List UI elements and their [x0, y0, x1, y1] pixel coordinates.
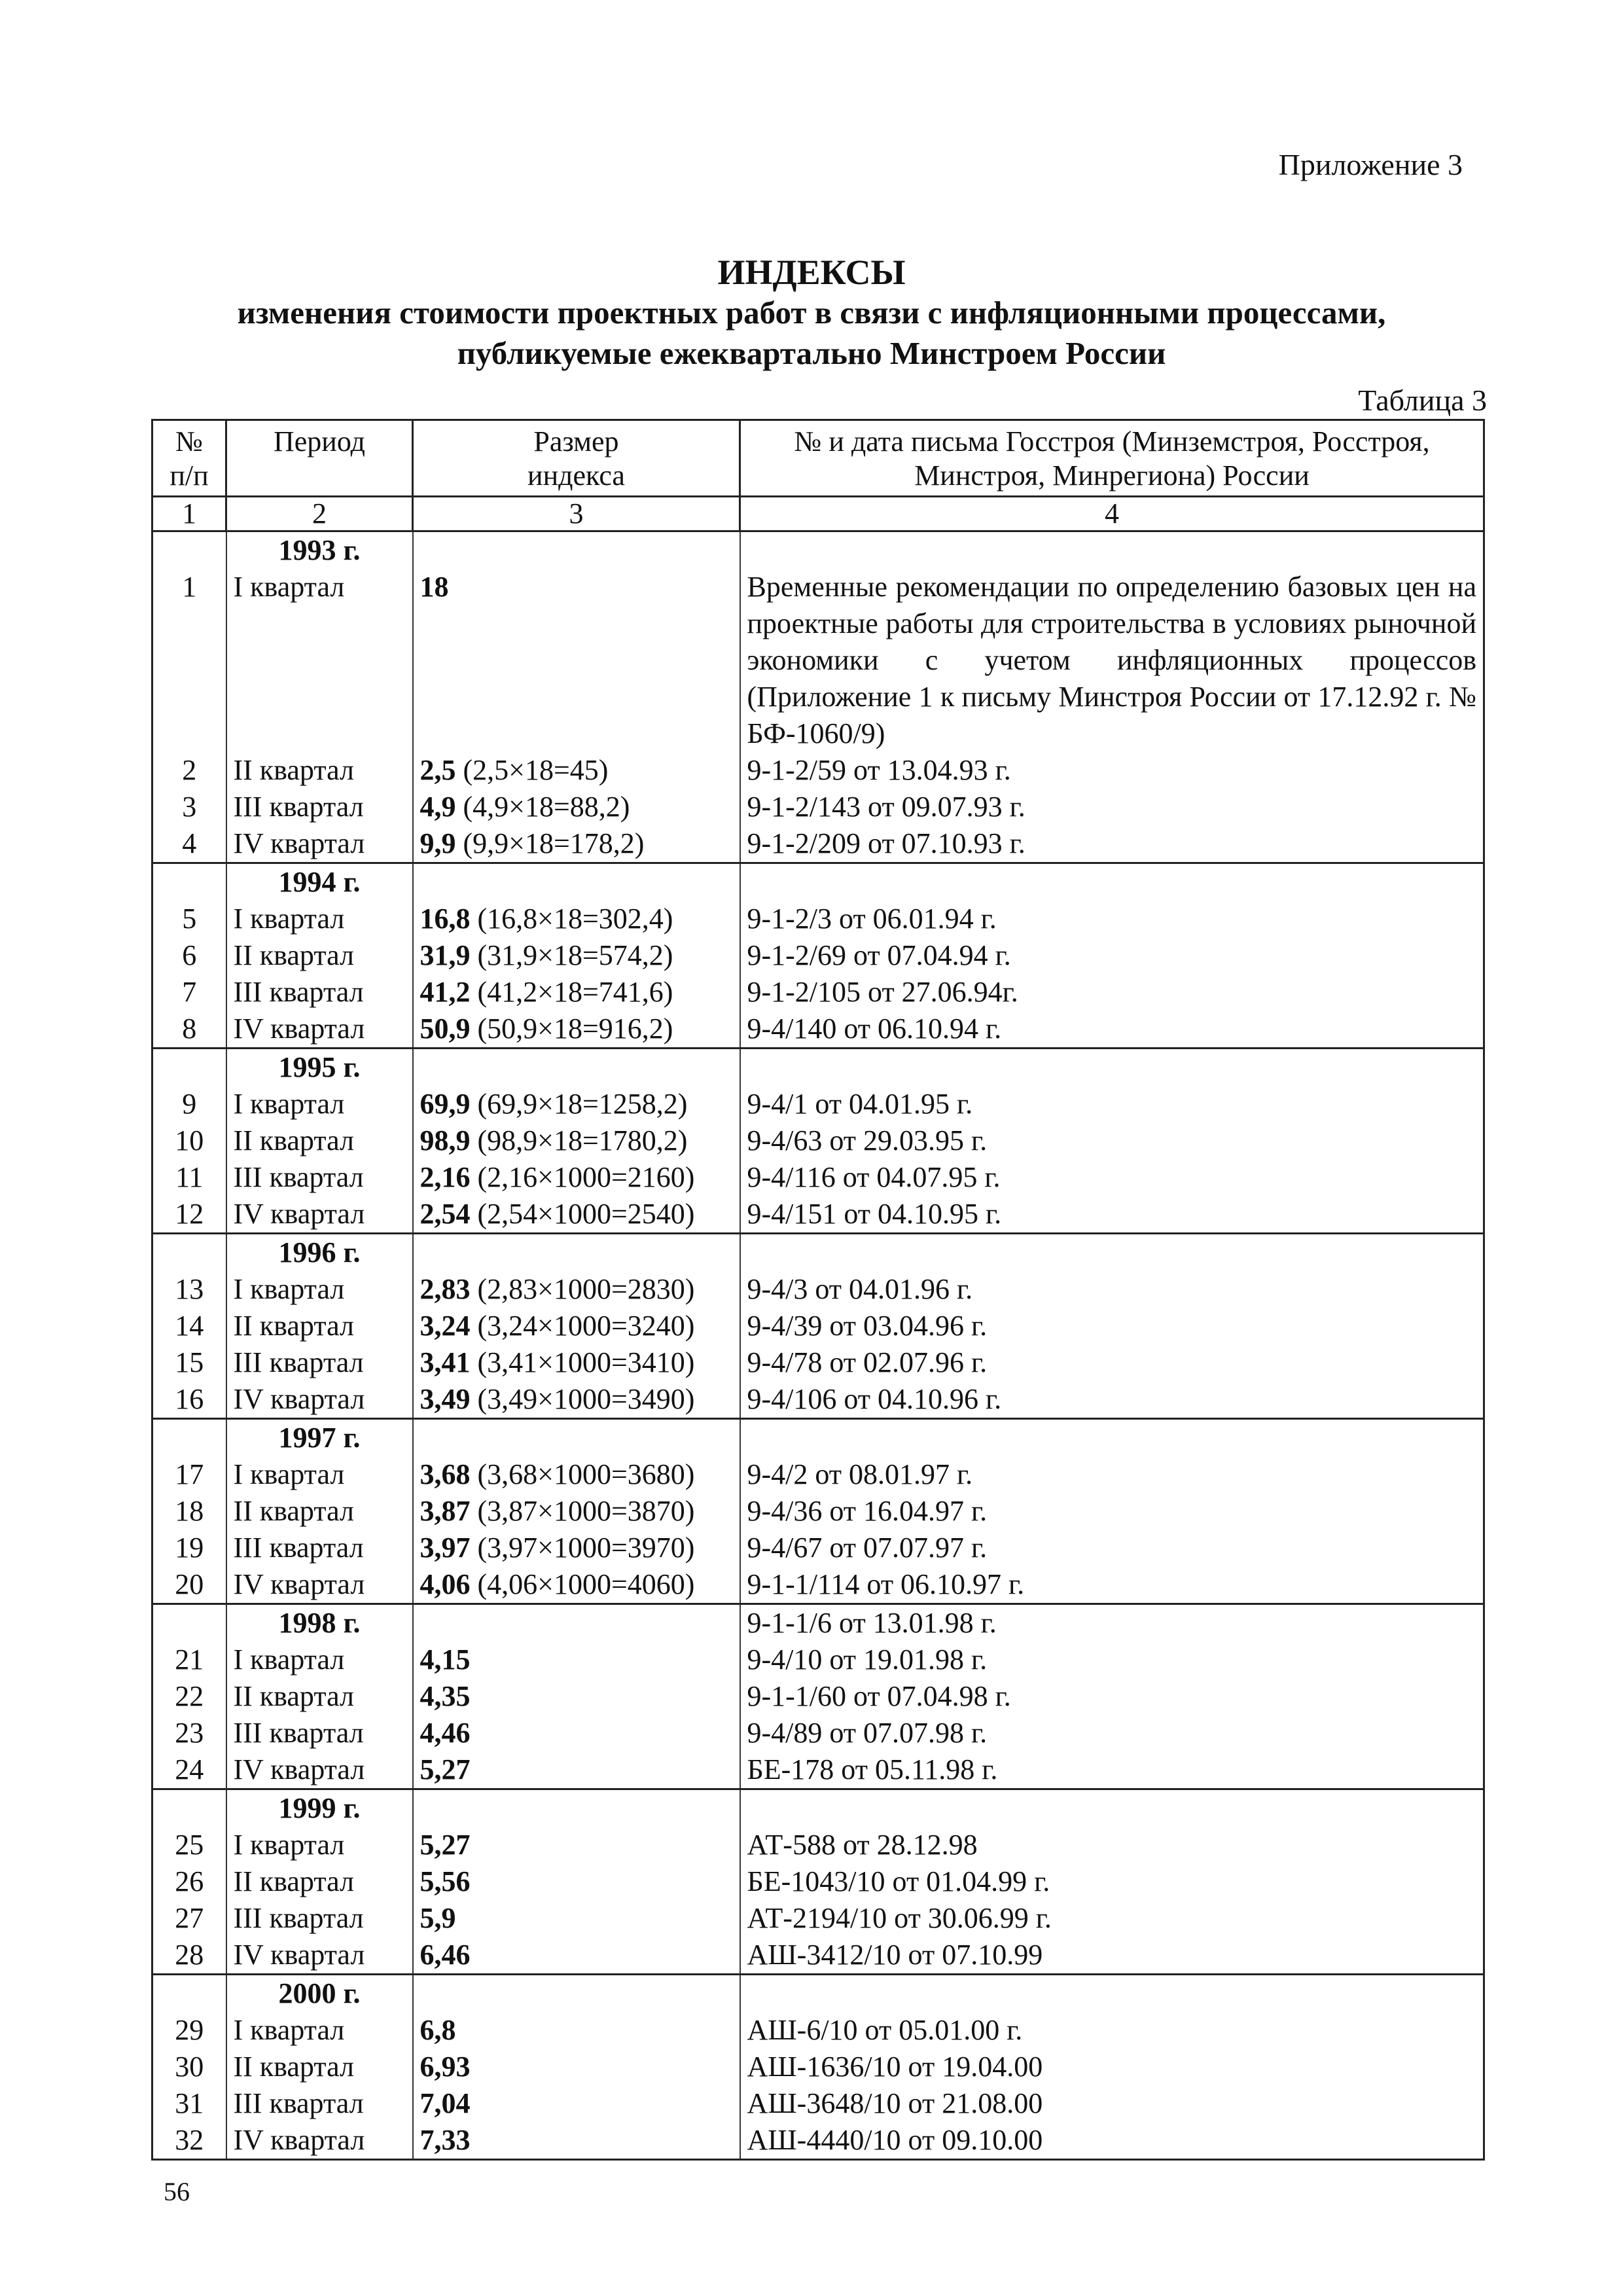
row-index [413, 937, 740, 974]
year-row [152, 863, 1484, 901]
row-index [413, 1122, 740, 1159]
row-period: II квартал [226, 937, 413, 974]
table-row [152, 825, 1484, 863]
header-index: Размер индекса [413, 420, 740, 497]
row-number: 29 [152, 2012, 226, 2049]
document-title [0, 252, 1623, 374]
row-number: 7 [152, 974, 226, 1011]
table-row [152, 937, 1484, 974]
table-row [152, 1159, 1484, 1196]
row-letter: АШ-4440/10 от 09.10.00 [740, 2122, 1484, 2160]
row-number: 25 [152, 1827, 226, 1863]
table-row [152, 1381, 1484, 1419]
row-index [413, 1827, 740, 1863]
index-calculation: (4,9×18=88,2) [455, 791, 630, 823]
row-letter: БЕ-1043/10 от 01.04.99 г. [740, 1863, 1484, 1900]
year-num-cell [152, 1789, 226, 1827]
table-row [152, 1530, 1484, 1566]
index-calculation: (3,68×1000=3680) [470, 1458, 695, 1490]
table-row [152, 1086, 1484, 1122]
row-letter: АШ-1636/10 от 19.04.00 [740, 2049, 1484, 2085]
year-label: 1998 г. [226, 1604, 413, 1642]
row-period: II квартал [226, 1493, 413, 1530]
index-value: 3,49 [419, 1383, 471, 1415]
year-index-cell [413, 1604, 740, 1642]
index-value: 5,9 [419, 1902, 456, 1934]
index-value: 5,27 [419, 1829, 471, 1861]
row-index [413, 1715, 740, 1751]
year-row [152, 531, 1484, 569]
table-row [152, 569, 1484, 752]
index-calculation: (69,9×18=1258,2) [470, 1088, 688, 1120]
row-number: 12 [152, 1196, 226, 1234]
row-number: 11 [152, 1159, 226, 1196]
index-calculation: (3,41×1000=3410) [470, 1346, 695, 1378]
row-period: II квартал [226, 1678, 413, 1715]
row-number: 13 [152, 1271, 226, 1308]
row-number: 16 [152, 1381, 226, 1419]
index-value: 3,41 [419, 1346, 471, 1378]
table-row [152, 1715, 1484, 1751]
index-value: 5,56 [419, 1865, 471, 1897]
index-value: 7,04 [419, 2087, 471, 2119]
table-row [152, 789, 1484, 825]
table-row [152, 1344, 1484, 1381]
index-value: 4,9 [419, 791, 456, 823]
year-row [152, 1604, 1484, 1642]
row-letter: 9-4/67 от 07.07.97 г. [740, 1530, 1484, 1566]
row-index [413, 1308, 740, 1344]
index-calculation: (2,83×1000=2830) [470, 1273, 695, 1305]
table-row [152, 1122, 1484, 1159]
table-row [152, 1937, 1484, 1975]
row-period: II квартал [226, 1863, 413, 1900]
row-number: 24 [152, 1751, 226, 1789]
index-value: 4,15 [419, 1643, 471, 1676]
index-value: 2,83 [419, 1273, 471, 1305]
index-value: 3,24 [419, 1310, 471, 1342]
row-index [413, 974, 740, 1011]
row-number: 18 [152, 1493, 226, 1530]
row-letter: 9-4/36 от 16.04.97 г. [740, 1493, 1484, 1530]
row-period: III квартал [226, 974, 413, 1011]
index-value: 5,27 [419, 1753, 471, 1785]
title-subtitle-line2: публикуемые ежеквартально Минстроем России [457, 335, 1166, 371]
index-calculation: (2,5×18=45) [455, 754, 609, 786]
year-index-cell [413, 1234, 740, 1272]
row-index [413, 1678, 740, 1715]
row-index [413, 1086, 740, 1122]
row-number: 3 [152, 789, 226, 825]
column-number: 3 [413, 497, 740, 531]
row-index [413, 2085, 740, 2122]
index-calculation: (16,8×18=302,4) [470, 903, 673, 935]
row-number: 20 [152, 1566, 226, 1604]
row-period: IV квартал [226, 1381, 413, 1419]
table-row [152, 1308, 1484, 1344]
row-number: 4 [152, 825, 226, 863]
row-letter: 9-1-2/105 от 27.06.94г. [740, 974, 1484, 1011]
year-letter [740, 1419, 1484, 1457]
row-number: 31 [152, 2085, 226, 2122]
row-period: IV квартал [226, 1937, 413, 1975]
title-subtitle-line1: изменения стоимости проектных работ в связи с инфляционными процессами, [237, 295, 1386, 331]
row-period: IV квартал [226, 1011, 413, 1049]
row-period: I квартал [226, 1086, 413, 1122]
column-number: 2 [226, 497, 413, 531]
row-period: III квартал [226, 2085, 413, 2122]
row-letter: Временные рекомендации по определению базовых цен на проектные работы для строительства в условиях рыночной экономики с учетом инфляционных процессов (Приложение 1 к письму Минстроя России от 17.12.92 г. № БФ-1060/9) [740, 569, 1484, 752]
index-calculation: (50,9×18=916,2) [470, 1013, 673, 1045]
row-number: 27 [152, 1900, 226, 1937]
table-row [152, 1678, 1484, 1715]
index-value: 50,9 [419, 1013, 471, 1045]
index-value: 69,9 [419, 1088, 471, 1120]
row-letter: 9-4/116 от 04.07.95 г. [740, 1159, 1484, 1196]
table-row [152, 2085, 1484, 2122]
row-period: II квартал [226, 752, 413, 789]
index-value: 31,9 [419, 939, 471, 971]
header-num: № п/п [152, 420, 226, 497]
table-header-row [152, 420, 1484, 497]
year-row [152, 1419, 1484, 1457]
year-row [152, 1234, 1484, 1272]
table-row [152, 1011, 1484, 1049]
row-letter: 9-1-2/59 от 13.04.93 г. [740, 752, 1484, 789]
table-row [152, 1196, 1484, 1234]
year-row [152, 1049, 1484, 1086]
index-calculation: (9,9×18=178,2) [455, 827, 645, 859]
row-period: I квартал [226, 569, 413, 752]
row-period: I квартал [226, 1456, 413, 1493]
indices-table [151, 419, 1485, 2161]
row-period: III квартал [226, 1715, 413, 1751]
row-period: II квартал [226, 2049, 413, 2085]
index-calculation: (3,97×1000=3970) [470, 1532, 695, 1564]
row-number: 15 [152, 1344, 226, 1381]
row-index [413, 1530, 740, 1566]
year-letter [740, 531, 1484, 569]
row-letter: 9-1-2/209 от 07.10.93 г. [740, 825, 1484, 863]
year-label: 1997 г. [226, 1419, 413, 1457]
index-calculation: (3,87×1000=3870) [470, 1495, 695, 1527]
year-label: 1995 г. [226, 1049, 413, 1086]
row-letter: 9-4/63 от 29.03.95 г. [740, 1122, 1484, 1159]
row-number: 32 [152, 2122, 226, 2160]
row-letter: 9-1-2/3 от 06.01.94 г. [740, 901, 1484, 937]
row-index [413, 789, 740, 825]
row-number: 26 [152, 1863, 226, 1900]
index-value: 3,97 [419, 1532, 471, 1564]
header-period: Период [226, 420, 413, 497]
year-index-cell [413, 1049, 740, 1086]
row-index [413, 1344, 740, 1381]
index-calculation: (2,54×1000=2540) [470, 1198, 695, 1230]
year-index-cell [413, 1789, 740, 1827]
row-period: I квартал [226, 1641, 413, 1678]
row-number: 30 [152, 2049, 226, 2085]
index-calculation: (2,16×1000=2160) [470, 1161, 695, 1193]
year-letter [740, 1049, 1484, 1086]
row-index [413, 1381, 740, 1419]
row-period: II квартал [226, 1308, 413, 1344]
table-row [152, 1493, 1484, 1530]
row-period: I квартал [226, 1271, 413, 1308]
index-calculation: (3,24×1000=3240) [470, 1310, 695, 1342]
column-number: 4 [740, 497, 1484, 531]
row-number: 9 [152, 1086, 226, 1122]
row-period: I квартал [226, 1827, 413, 1863]
index-value: 16,8 [419, 903, 471, 935]
index-value: 3,87 [419, 1495, 471, 1527]
row-period: I квартал [226, 2012, 413, 2049]
row-index [413, 1751, 740, 1789]
year-letter [740, 1234, 1484, 1272]
table-row [152, 2122, 1484, 2160]
row-letter: 9-4/106 от 04.10.96 г. [740, 1381, 1484, 1419]
index-value: 4,35 [419, 1680, 471, 1712]
row-index [413, 1937, 740, 1975]
row-period: III квартал [226, 1344, 413, 1381]
year-letter [740, 863, 1484, 901]
row-letter: 9-4/151 от 04.10.95 г. [740, 1196, 1484, 1234]
year-label: 1996 г. [226, 1234, 413, 1272]
row-period: III квартал [226, 1900, 413, 1937]
row-index [413, 825, 740, 863]
column-number-row [152, 497, 1484, 531]
row-letter: 9-4/3 от 04.01.96 г. [740, 1271, 1484, 1308]
table-body [152, 531, 1484, 2160]
row-letter: 9-4/2 от 08.01.97 г. [740, 1456, 1484, 1493]
row-number: 6 [152, 937, 226, 974]
row-letter: АТ-588 от 28.12.98 [740, 1827, 1484, 1863]
row-index [413, 2122, 740, 2160]
row-index [413, 752, 740, 789]
year-index-cell [413, 531, 740, 569]
row-letter: 9-1-1/114 от 06.10.97 г. [740, 1566, 1484, 1604]
year-letter [740, 1975, 1484, 2013]
row-period: IV квартал [226, 825, 413, 863]
index-value: 18 [419, 571, 449, 603]
row-index [413, 2012, 740, 2049]
row-number: 1 [152, 569, 226, 752]
column-number: 1 [152, 497, 226, 531]
row-letter: 9-4/140 от 06.10.94 г. [740, 1011, 1484, 1049]
row-index [413, 1271, 740, 1308]
header-letter: № и дата письма Госстроя (Минземстроя, Росстроя, Минстроя, Минрегиона) России [740, 420, 1484, 497]
year-index-cell [413, 863, 740, 901]
index-value: 2,16 [419, 1161, 471, 1193]
index-value: 6,8 [419, 2014, 456, 2046]
table-row [152, 1827, 1484, 1863]
row-period: III квартал [226, 1530, 413, 1566]
table-row [152, 974, 1484, 1011]
table-row [152, 1751, 1484, 1789]
year-letter: 9-1-1/6 от 13.01.98 г. [740, 1604, 1484, 1642]
row-index [413, 1196, 740, 1234]
row-number: 10 [152, 1122, 226, 1159]
row-number: 5 [152, 901, 226, 937]
row-letter: АШ-3412/10 от 07.10.99 [740, 1937, 1484, 1975]
index-value: 9,9 [419, 827, 456, 859]
year-label: 1999 г. [226, 1789, 413, 1827]
year-label: 1994 г. [226, 863, 413, 901]
row-period: IV квартал [226, 2122, 413, 2160]
appendix-label: Приложение 3 [1278, 148, 1463, 181]
index-value: 4,06 [419, 1568, 471, 1600]
index-value: 7,33 [419, 2124, 471, 2156]
table-row [152, 1271, 1484, 1308]
row-letter: 9-4/10 от 19.01.98 г. [740, 1641, 1484, 1678]
index-calculation: (4,06×1000=4060) [470, 1568, 695, 1600]
year-index-cell [413, 1419, 740, 1457]
index-value: 3,68 [419, 1458, 471, 1490]
index-value: 6,46 [419, 1939, 471, 1971]
row-number: 22 [152, 1678, 226, 1715]
year-num-cell [152, 1049, 226, 1086]
row-number: 14 [152, 1308, 226, 1344]
year-letter [740, 1789, 1484, 1827]
row-number: 2 [152, 752, 226, 789]
row-number: 21 [152, 1641, 226, 1678]
year-num-cell [152, 531, 226, 569]
index-value: 2,54 [419, 1198, 471, 1230]
row-letter: 9-1-1/60 от 07.04.98 г. [740, 1678, 1484, 1715]
index-calculation: (41,2×18=741,6) [470, 976, 673, 1008]
row-letter: 9-4/78 от 02.07.96 г. [740, 1344, 1484, 1381]
year-num-cell [152, 1975, 226, 2013]
row-period: IV квартал [226, 1566, 413, 1604]
row-index [413, 569, 740, 752]
table-row [152, 1900, 1484, 1937]
row-index [413, 2049, 740, 2085]
row-number: 17 [152, 1456, 226, 1493]
row-period: IV квартал [226, 1751, 413, 1789]
row-index [413, 1900, 740, 1937]
row-index [413, 1566, 740, 1604]
table-row [152, 1456, 1484, 1493]
row-letter: 9-4/39 от 03.04.96 г. [740, 1308, 1484, 1344]
table-row [152, 1566, 1484, 1604]
index-value: 41,2 [419, 976, 471, 1008]
index-calculation: (3,49×1000=3490) [470, 1383, 695, 1415]
table-row [152, 752, 1484, 789]
row-index [413, 901, 740, 937]
row-number: 23 [152, 1715, 226, 1751]
row-letter: АШ-6/10 от 05.01.00 г. [740, 2012, 1484, 2049]
table-label: Таблица 3 [1358, 384, 1487, 417]
row-number: 28 [152, 1937, 226, 1975]
year-row [152, 1789, 1484, 1827]
row-letter: АШ-3648/10 от 21.08.00 [740, 2085, 1484, 2122]
row-letter: 9-1-2/143 от 09.07.93 г. [740, 789, 1484, 825]
row-letter: 9-1-2/69 от 07.04.94 г. [740, 937, 1484, 974]
index-value: 98,9 [419, 1124, 471, 1157]
row-letter: БЕ-178 от 05.11.98 г. [740, 1751, 1484, 1789]
table-row [152, 1641, 1484, 1678]
title-heading: ИНДЕКСЫ [717, 253, 906, 292]
index-calculation: (98,9×18=1780,2) [470, 1124, 688, 1157]
row-letter: 9-4/89 от 07.07.98 г. [740, 1715, 1484, 1751]
row-number: 8 [152, 1011, 226, 1049]
row-period: II квартал [226, 1122, 413, 1159]
row-index [413, 1863, 740, 1900]
row-index [413, 1011, 740, 1049]
year-num-cell [152, 1234, 226, 1272]
table-row [152, 1863, 1484, 1900]
table-row [152, 901, 1484, 937]
index-calculation: (31,9×18=574,2) [470, 939, 673, 971]
year-num-cell [152, 863, 226, 901]
index-value: 2,5 [419, 754, 456, 786]
table-row [152, 2012, 1484, 2049]
year-index-cell [413, 1975, 740, 2013]
year-label: 2000 г. [226, 1975, 413, 2013]
row-period: III квартал [226, 789, 413, 825]
row-index [413, 1159, 740, 1196]
index-value: 6,93 [419, 2051, 471, 2083]
row-number: 19 [152, 1530, 226, 1566]
row-period: IV квартал [226, 1196, 413, 1234]
year-num-cell [152, 1419, 226, 1457]
page-number: 56 [164, 2177, 190, 2206]
index-value: 4,46 [419, 1717, 471, 1749]
row-letter: 9-4/1 от 04.01.95 г. [740, 1086, 1484, 1122]
year-label: 1993 г. [226, 531, 413, 569]
row-letter: АТ-2194/10 от 30.06.99 г. [740, 1900, 1484, 1937]
table-row [152, 2049, 1484, 2085]
row-index [413, 1456, 740, 1493]
row-period: I квартал [226, 901, 413, 937]
year-row [152, 1975, 1484, 2013]
row-period: III квартал [226, 1159, 413, 1196]
row-index [413, 1493, 740, 1530]
row-index [413, 1641, 740, 1678]
year-num-cell [152, 1604, 226, 1642]
